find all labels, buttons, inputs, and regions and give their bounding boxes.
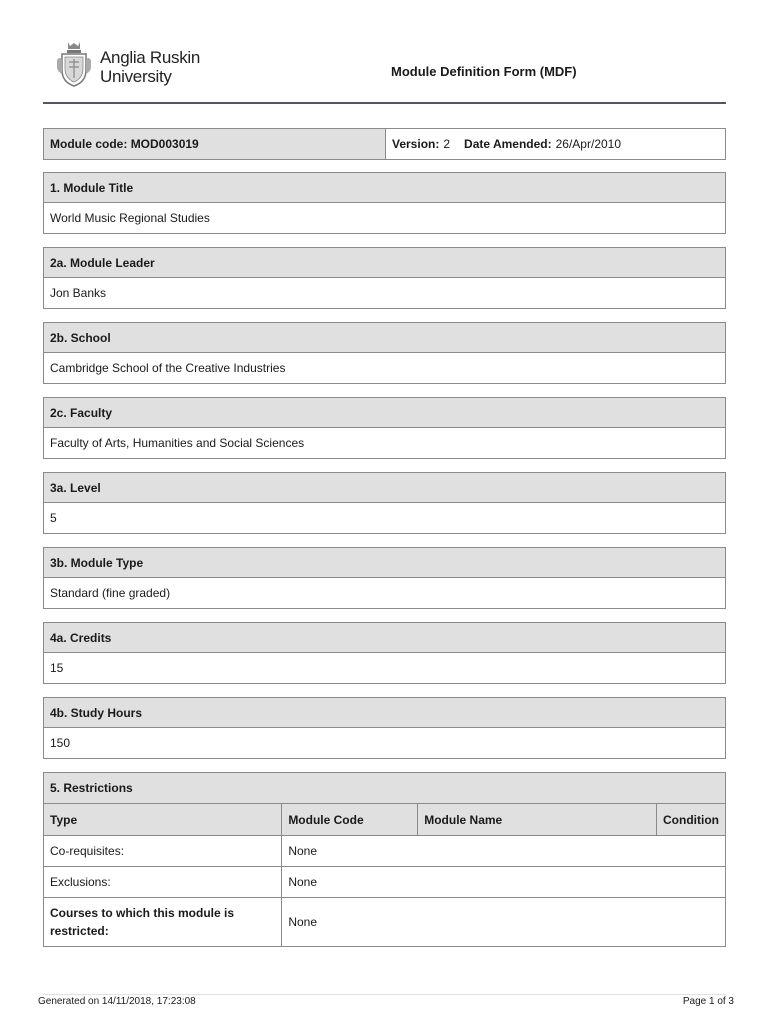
module-code-cell	[44, 129, 386, 159]
section-value: Jon Banks	[50, 286, 107, 300]
section-heading: 4b. Study Hours	[44, 698, 725, 728]
section-faculty	[43, 397, 726, 459]
restrictions-table	[44, 803, 725, 946]
table-row	[44, 898, 725, 946]
restriction-code: None	[282, 867, 725, 898]
date-amended-value: 26/Apr/2010	[555, 137, 622, 151]
form-title: Module Definition Form (MDF)	[391, 64, 577, 79]
section-heading: 2c. Faculty	[44, 398, 725, 428]
table-row	[44, 867, 725, 898]
section-credits	[43, 622, 726, 684]
section-module-leader	[43, 247, 726, 309]
section-value: Cambridge School of the Creative Industries	[50, 361, 286, 375]
university-logo	[56, 40, 216, 90]
section-module-title	[43, 172, 726, 234]
restrictions-header-row	[44, 804, 725, 836]
module-info-box	[43, 128, 726, 160]
module-code-label: Module code:	[50, 137, 128, 151]
column-header-condition: Condition	[657, 804, 726, 836]
logo-text-line1: Anglia Ruskin	[100, 48, 201, 67]
section-heading: 3b. Module Type	[44, 548, 725, 578]
generated-timestamp: Generated on 14/11/2018, 17:23:08	[38, 996, 196, 1007]
version-value: 2	[443, 137, 451, 151]
restriction-type: Exclusions:	[44, 867, 282, 898]
section-heading: 1. Module Title	[44, 173, 725, 203]
crest-icon	[56, 40, 92, 88]
restriction-type: Courses to which this module is restricted:	[44, 898, 282, 946]
version-label: Version:	[392, 137, 440, 151]
restriction-type: Co-requisites:	[44, 836, 282, 867]
column-header-module-code: Module Code	[282, 804, 418, 836]
column-header-type: Type	[44, 804, 282, 836]
section-restrictions	[43, 772, 726, 947]
module-code-value: MOD003019	[130, 137, 199, 151]
section-value: 150	[50, 736, 71, 750]
section-value: 15	[50, 661, 64, 675]
section-value: World Music Regional Studies	[50, 211, 210, 225]
section-school	[43, 322, 726, 384]
logo-text-line2: University	[100, 67, 172, 86]
table-row	[44, 836, 725, 867]
footer-divider	[43, 994, 726, 995]
section-value: 5	[50, 511, 57, 525]
column-header-module-name: Module Name	[418, 804, 657, 836]
section-value: Faculty of Arts, Humanities and Social Sciences	[50, 436, 305, 450]
date-amended-label: Date Amended:	[464, 137, 552, 151]
section-module-type	[43, 547, 726, 609]
section-heading: 5. Restrictions	[44, 773, 725, 803]
section-value: Standard (fine graded)	[50, 586, 171, 600]
section-heading: 2a. Module Leader	[44, 248, 725, 278]
restriction-code: None	[282, 898, 725, 946]
section-study-hours	[43, 697, 726, 759]
restriction-code: None	[282, 836, 725, 867]
section-level	[43, 472, 726, 534]
section-heading: 3a. Level	[44, 473, 725, 503]
header-divider	[43, 102, 726, 104]
section-heading: 4a. Credits	[44, 623, 725, 653]
page-number: Page 1 of 3	[682, 996, 734, 1007]
section-heading: 2b. School	[44, 323, 725, 353]
version-cell	[386, 129, 725, 159]
